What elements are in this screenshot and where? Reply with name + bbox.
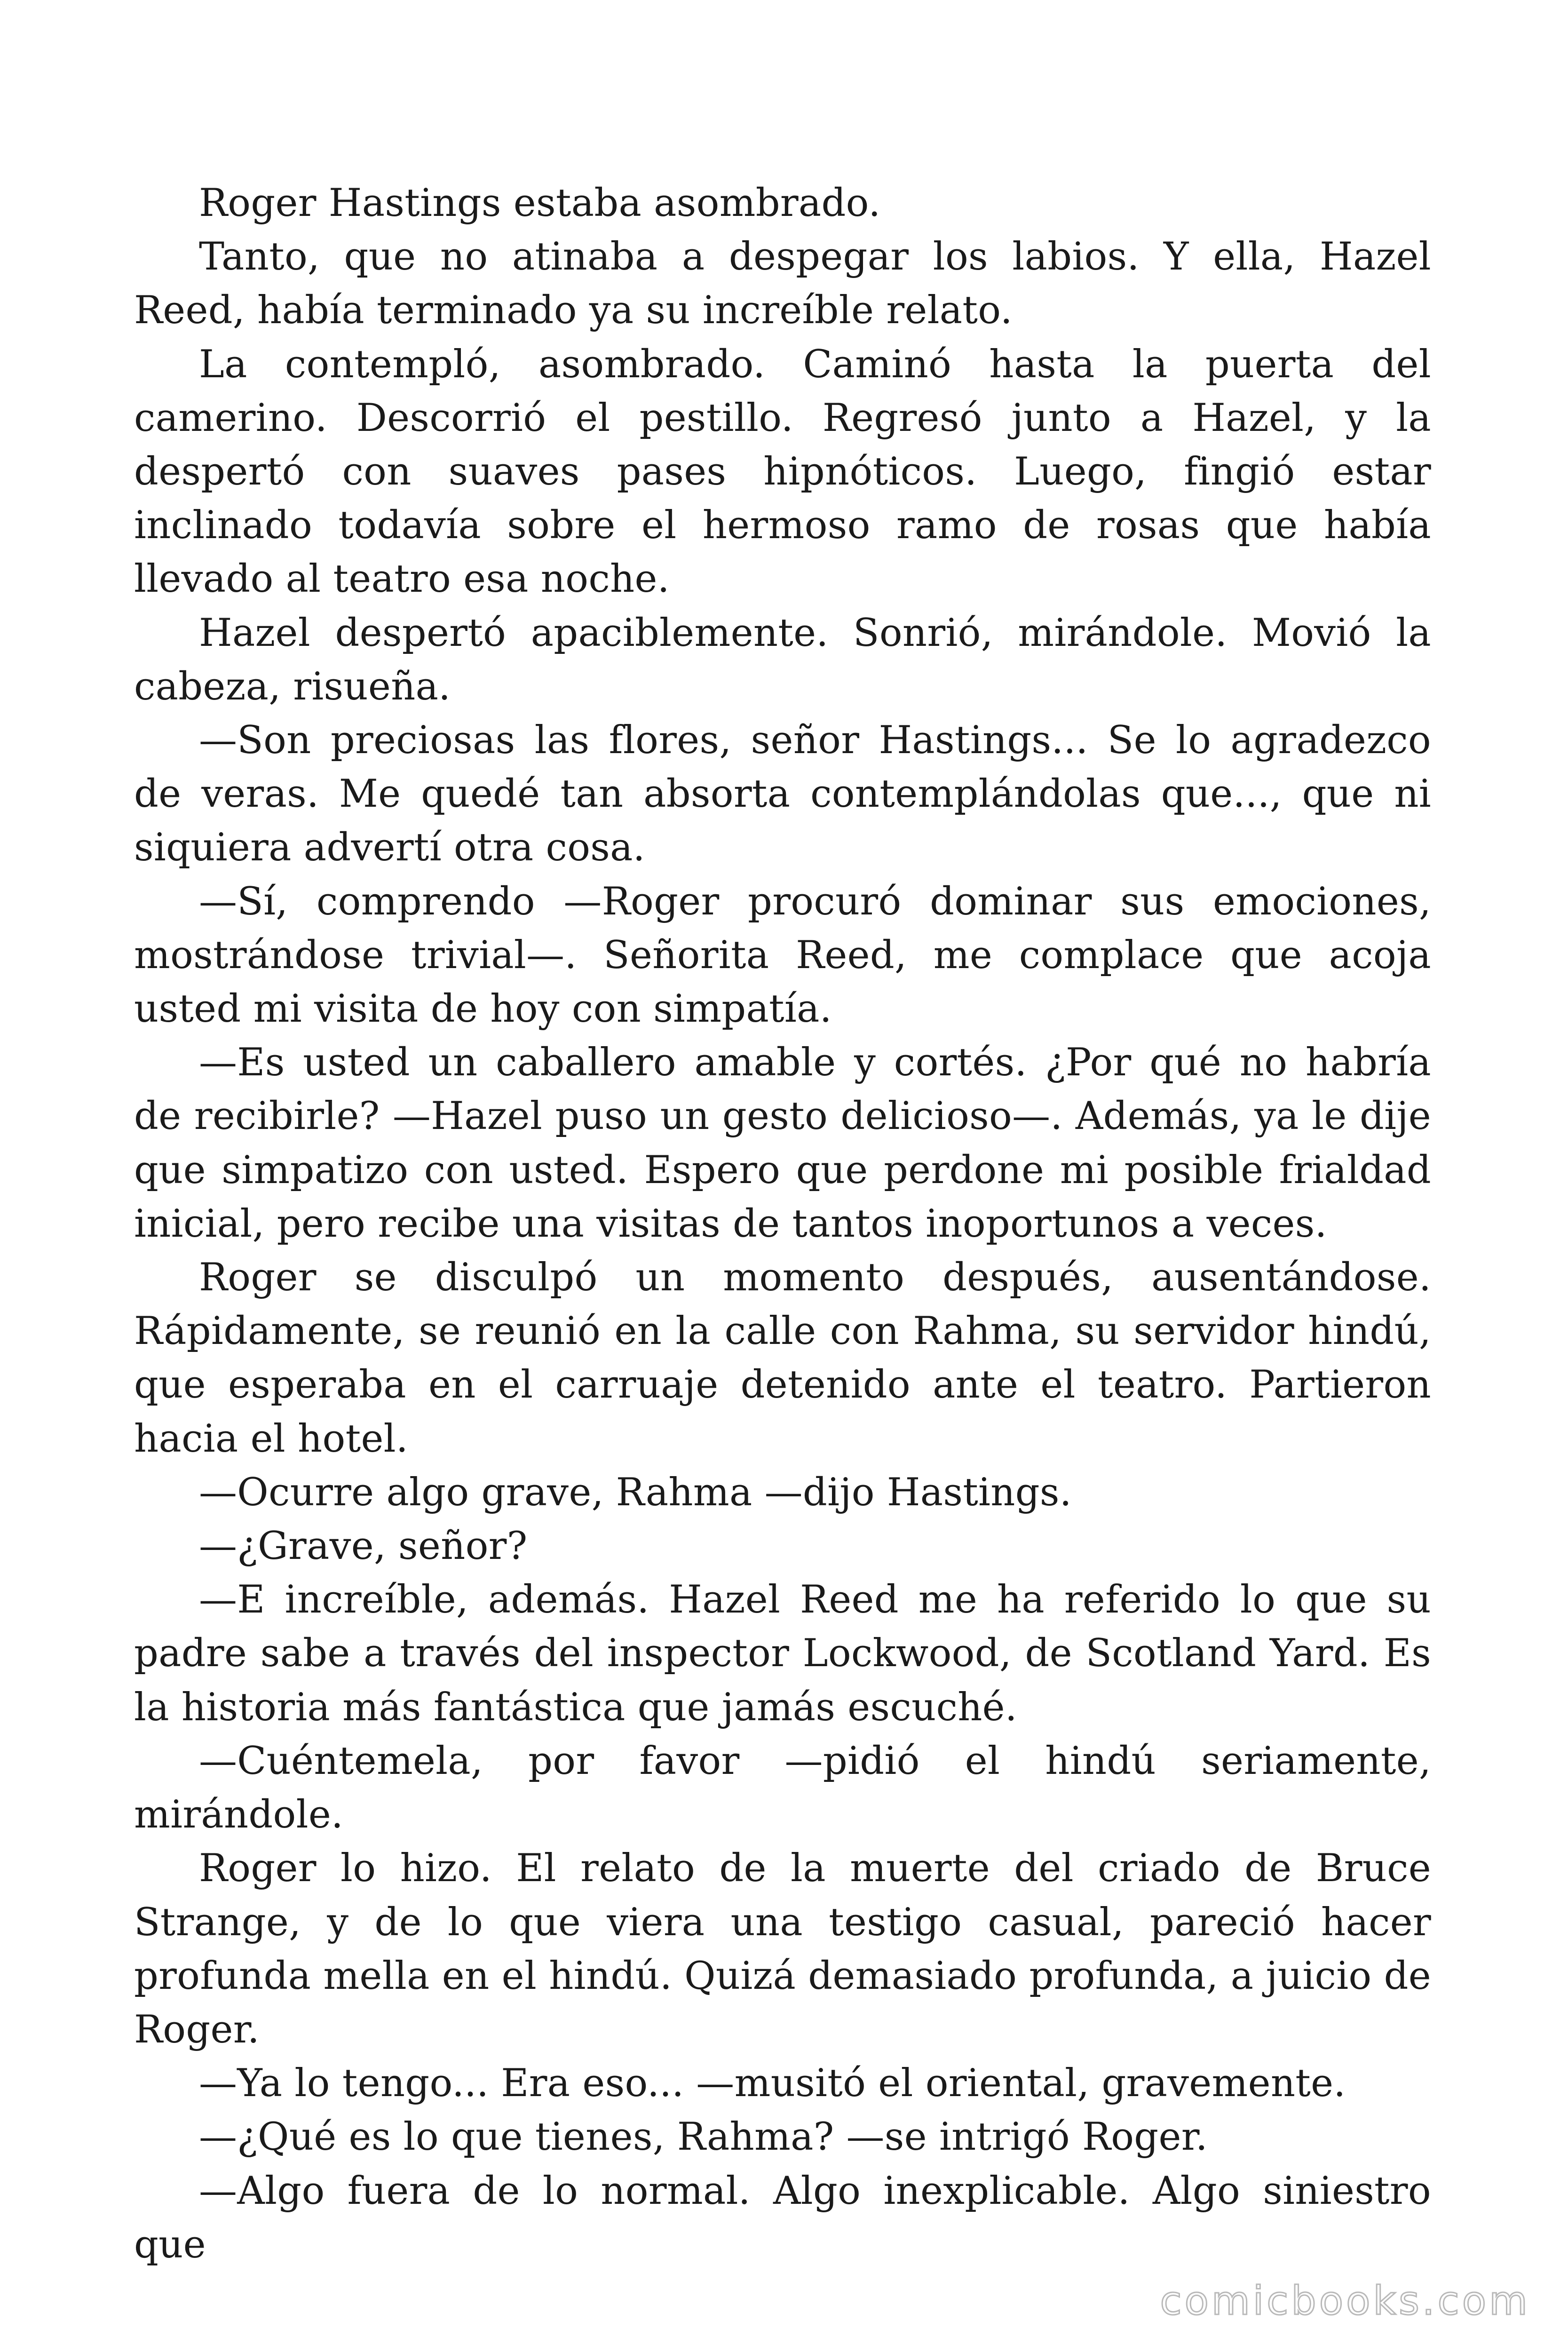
paragraph: —¿Qué es lo que tienes, Rahma? —se intrigó Roger. [199,2115,1208,2160]
paragraph: —Ya lo tengo... Era eso... —musitó el oriental, gravemente. [199,2061,1346,2106]
paragraph: —Cuéntemela, por favor —pidió el hindú seriamente, mirándole. [134,1739,1431,1837]
paragraph: Roger se disculpó un momento después, ausentándose. Rápidamente, se reunió en la calle con Rahma, su servidor hindú, que esperaba en el carruaje detenido ante el teatro. Partieron hacia el hotel. [134,1255,1431,1461]
paragraph: —Son preciosas las flores, señor Hastings... Se lo agradezco de veras. Me quedé tan absorta contemplándolas que..., que ni siquiera advertí otra cosa. [134,718,1431,870]
paragraph: —Sí, comprendo —Roger procuró dominar sus emociones, mostrándose trivial—. Señorita Reed, me complace que acoja usted mi visita de hoy con simpatía. [134,879,1431,1032]
paragraph: La contempló, asombrado. Caminó hasta la puerta del camerino. Descorrió el pestillo. Regresó junto a Hazel, y la despertó con suaves pases hipnóticos. Luego, fingió estar inclinado todavía sobre el hermoso ramo de rosas que había llevado al teatro esa noche. [134,342,1431,602]
body-text [134,176,1431,2272]
paragraph: Roger lo hizo. El relato de la muerte del criado de Bruce Strange, y de lo que viera una testigo casual, pareció hacer profunda mella en el hindú. Quizá demasiado profunda, a juicio de Roger. [134,1846,1431,2052]
paragraph: —Es usted un caballero amable y cortés. ¿Por qué no habría de recibirle? —Hazel puso un gesto delicioso—. Además, ya le dije que simpatizo con usted. Espero que perdone mi posible frialdad inicial, pero recibe una visitas de tantos inoportunos a veces. [134,1041,1431,1246]
paragraph: —E increíble, además. Hazel Reed me ha referido lo que su padre sabe a través del inspector Lockwood, de Scotland Yard. Es la historia más fantástica que jamás escuché. [134,1578,1431,1730]
paragraph: —Algo fuera de lo normal. Algo inexplicable. Algo siniestro que [134,2169,1431,2267]
paragraph: —¿Grave, señor? [199,1524,528,1569]
watermark: comicbooks.com [1160,2278,1530,2324]
paragraph: Roger Hastings estaba asombrado. [199,181,881,225]
paragraph: Hazel despertó apaciblemente. Sonrió, mirándole. Movió la cabeza, risueña. [134,611,1431,709]
paragraph: Tanto, que no atinaba a despegar los labios. Y ella, Hazel Reed, había terminado ya su increíble relato. [134,235,1431,333]
paragraph: —Ocurre algo grave, Rahma —dijo Hastings. [199,1470,1072,1515]
